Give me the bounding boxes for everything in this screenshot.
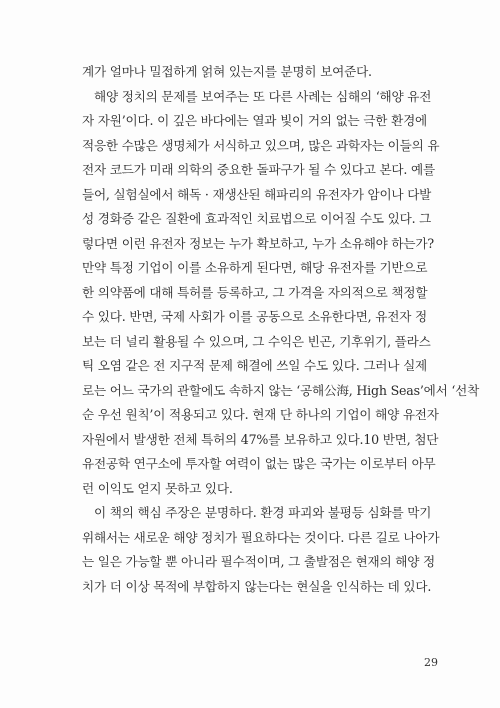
page-number: 29 — [424, 656, 438, 669]
text-line: 치가 더 이상 목적에 부합하지 않는다는 현실을 인식하는 데 있다. — [82, 578, 432, 594]
text-line: 렇다면 이런 유전자 정보는 누가 확보하고, 누가 소유해야 하는가? — [82, 235, 434, 251]
text-line: 는 일은 가능할 뿐 아니라 필수적이며, 그 출발점은 현재의 해양 정 — [82, 554, 435, 569]
text-line: 위해서는 새로운 해양 정치가 필요하다는 것이다. 다른 길로 나아가 — [82, 529, 440, 545]
text-line: 만약 특정 기업이 이를 소유하게 된다면, 해당 유전자를 기반으로 — [82, 260, 428, 275]
text-line: 런 이익도 얻지 못하고 있다. — [82, 480, 233, 496]
text-line: 전자 코드가 미래 의학의 중요한 돌파구가 될 수 있다고 본다. 예를 — [82, 162, 435, 177]
text-line: 성 경화증 같은 질환에 효과적인 치료법으로 이어질 수도 있다. 그 — [82, 211, 432, 226]
text-line: 수 있다. 반면, 국제 사회가 이를 공동으로 소유한다면, 유전자 정 — [82, 309, 427, 324]
text-line: 로는 어느 국가의 관할에도 속하지 않는 ‘공해公海, High Seas’에서 ‘선착 — [82, 382, 480, 398]
text-line: 유전공학 연구소에 투자할 여력이 없는 많은 국가는 이로부터 아무 — [82, 456, 436, 471]
text-line: 자원에서 발생한 전체 특허의 47%를 보유하고 있다.10 반면, 첨단 — [82, 431, 439, 447]
text-line: 들어, 실험실에서 해독 · 재생산된 해파리의 유전자가 암이나 다발 — [82, 186, 432, 202]
text-line: 자 자원’이다. 이 깊은 바다에는 열과 빛이 거의 없는 극한 환경에 — [82, 113, 427, 128]
text-line: 보는 더 널리 활용될 수 있으며, 그 수익은 빈곤, 기후위기, 플라스 — [82, 333, 431, 349]
body-text — [82, 60, 480, 599]
text-line: 해양 정치의 문제를 보여주는 또 다른 사례는 심해의 ‘해양 유전 — [94, 88, 432, 104]
text-line: 적응한 수많은 생명체가 서식하고 있으며, 많은 과학자는 이들의 유 — [82, 137, 440, 153]
text-line: 한 의약품에 대해 특허를 등록하고, 그 가격을 자의적으로 책정할 — [82, 284, 428, 300]
text-line: 계가 얼마나 밀접하게 얽혀 있는지를 분명히 보여준다. — [82, 64, 372, 79]
text-line: 순 우선 원칙’이 적용되고 있다. 현재 단 하나의 기업이 해양 유전자 — [82, 407, 439, 422]
text-line: 틱 오염 같은 전 지구적 문제 해결에 쓰일 수도 있다. 그러나 실제 — [82, 358, 427, 373]
text-line: 이 책의 핵심 주장은 분명하다. 환경 파괴와 불평등 심화를 막기 — [94, 505, 432, 520]
